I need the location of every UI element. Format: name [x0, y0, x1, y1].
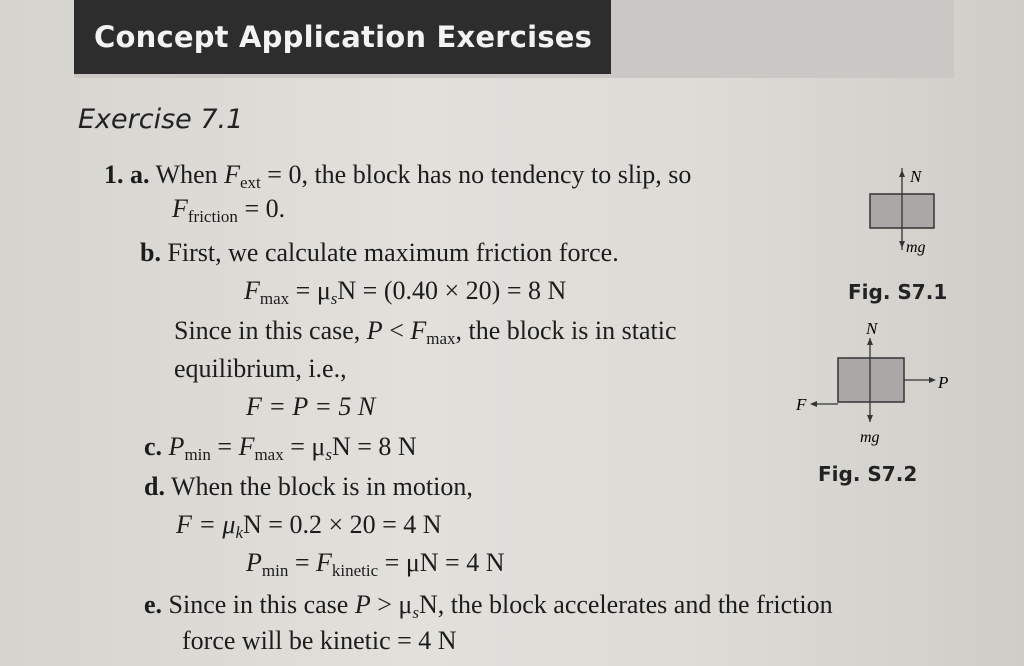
label-mg: mg: [860, 429, 880, 446]
subscript-max: max: [426, 329, 456, 348]
label-N: N: [866, 319, 878, 338]
text-b5: F = P = 5 N: [246, 392, 376, 421]
line-b: [140, 238, 619, 268]
text-b: First, we calculate maximum friction force.: [167, 238, 619, 267]
subscript-k: k: [235, 523, 244, 542]
item-label-d: d.: [144, 472, 165, 501]
subscript-max: max: [259, 289, 290, 308]
arrow-up-icon: [899, 170, 905, 177]
text-b2-eq: = μ: [295, 276, 331, 305]
subscript-min: min: [261, 561, 289, 580]
text-d3-rest: = μN = 4 N: [384, 548, 505, 577]
symbol-P: P: [354, 590, 371, 619]
subscript-max: max: [254, 445, 284, 464]
line-a: [104, 160, 691, 190]
line-d: [144, 472, 473, 502]
symbol-equals: =: [294, 548, 310, 577]
arrow-left-icon: [810, 401, 817, 407]
line-b2: [244, 276, 566, 306]
label-mg: mg: [906, 239, 926, 256]
label-P: P: [938, 373, 949, 392]
symbol-F: F: [238, 432, 255, 461]
arrow-down-icon: [899, 241, 905, 248]
text-when: When: [155, 160, 218, 189]
text-e-gt: > μ: [377, 590, 413, 619]
line-e: [144, 590, 833, 620]
line-d3: [246, 548, 505, 578]
line-e2: [182, 626, 457, 656]
label-N: N: [910, 167, 922, 186]
figure-caption-s7-1: Fig. S7.1: [848, 280, 948, 304]
label-F: F: [796, 395, 807, 414]
text-d2-rest: N = 0.2 × 20 = 4 N: [243, 510, 442, 539]
line-b3: [174, 316, 677, 346]
text-e-start: Since in this case: [168, 590, 349, 619]
subscript-min: min: [184, 445, 211, 464]
symbol-less-than: <: [389, 316, 404, 345]
arrow-up-icon: [867, 338, 873, 345]
subscript-friction: friction: [187, 207, 238, 226]
symbol-F: F: [224, 160, 241, 189]
text-e-rest: N, the block accelerates and the friction: [418, 590, 833, 619]
item-label-e: e.: [144, 590, 163, 619]
item-number-1a: 1. a.: [104, 160, 150, 189]
symbol-F: F: [316, 548, 332, 577]
subscript-s: s: [330, 289, 338, 308]
text-b3-start: Since in this case,: [174, 316, 361, 345]
line-a2: [172, 194, 285, 224]
text-b2-rest: N = (0.40 × 20) = 8 N: [337, 276, 567, 305]
line-b4: [174, 354, 347, 384]
symbol-F: F: [410, 316, 427, 345]
subscript-kinetic: kinetic: [331, 561, 379, 580]
text-b4: equilibrium, i.e.,: [174, 354, 347, 383]
text-c-end: N = 8 N: [331, 432, 417, 461]
arrow-right-icon: [929, 377, 936, 383]
arrow-down-icon: [867, 415, 873, 422]
symbol-F: F: [172, 194, 188, 223]
text-a2-rest: = 0.: [244, 194, 286, 223]
block-rect: [838, 358, 904, 402]
item-label-b: b.: [140, 238, 161, 267]
subscript-s: s: [325, 445, 332, 464]
text-e2: force will be kinetic = 4 N: [182, 626, 457, 655]
line-b5: [246, 392, 375, 422]
figure-caption-s7-2: Fig. S7.2: [818, 462, 918, 486]
text-b3-rest: , the block is in static: [455, 316, 677, 345]
symbol-P: P: [168, 432, 185, 461]
section-banner: Concept Application Exercises: [74, 0, 611, 74]
subscript-s: s: [412, 603, 419, 622]
symbol-F: F: [244, 276, 260, 305]
line-c: [144, 432, 417, 462]
figure-s7-2: [790, 318, 960, 448]
text-a-rest: = 0, the block has no tendency to slip, so: [267, 160, 692, 189]
exercise-title: Exercise 7.1: [78, 104, 244, 135]
text-d2-eq: F = μ: [176, 510, 236, 539]
symbol-equals: =: [217, 432, 233, 461]
figure-s7-1: [858, 160, 958, 260]
text-d: When the block is in motion,: [171, 472, 473, 501]
line-d2: [176, 510, 442, 540]
subscript-ext: ext: [240, 173, 261, 192]
text-c-eq: = μ: [290, 432, 326, 461]
symbol-P: P: [246, 548, 262, 577]
item-label-c: c.: [144, 432, 163, 461]
symbol-P: P: [366, 316, 383, 345]
